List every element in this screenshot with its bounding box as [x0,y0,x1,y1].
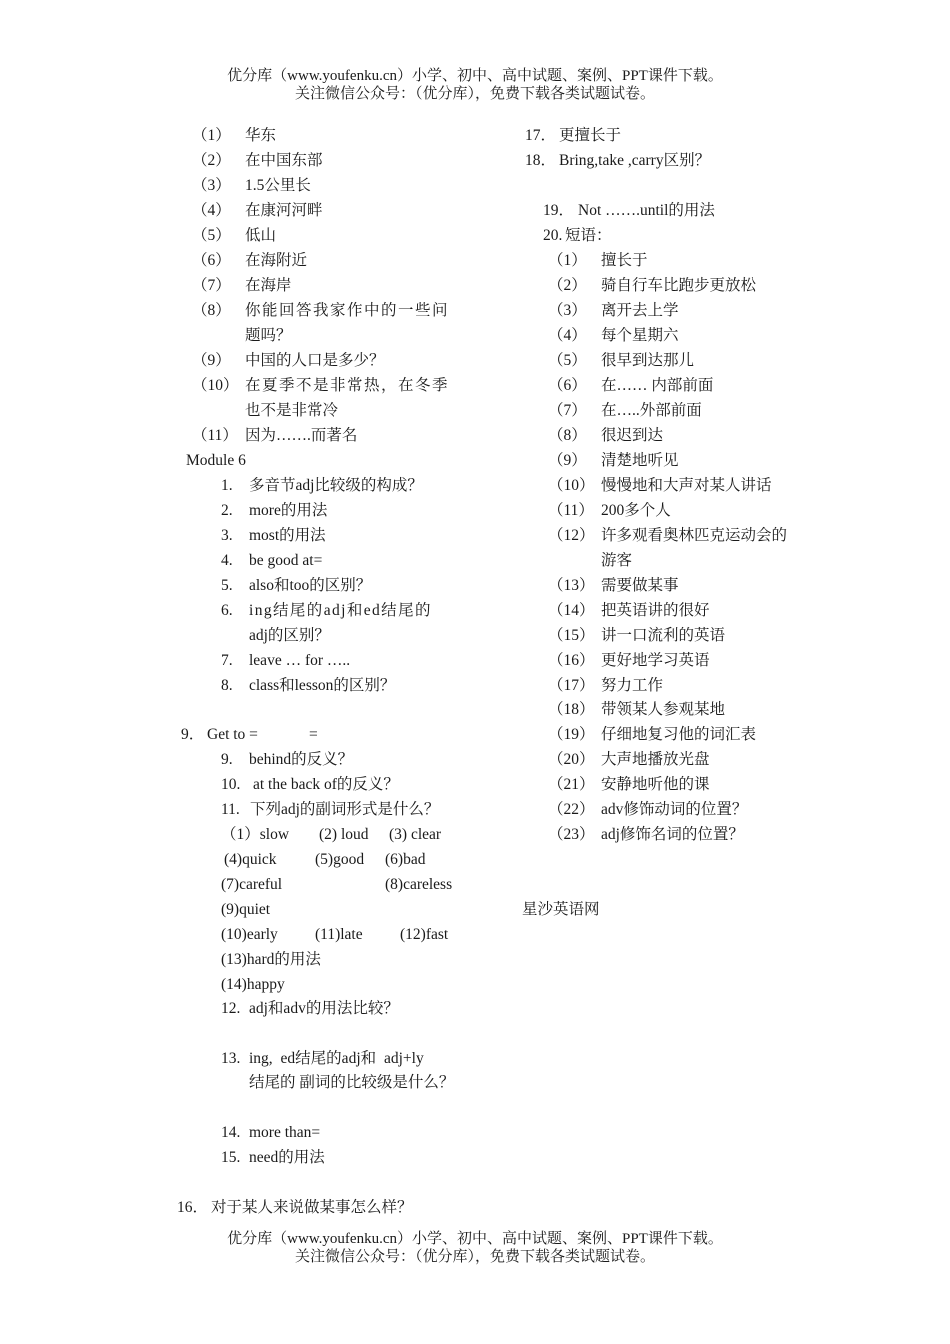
item-number: 14. [221,1124,241,1141]
phrase-number: （8） [548,427,587,444]
adj-word: (11)late [315,926,363,943]
phrase-number: （16） [548,652,595,669]
footer-line-1: 优分库（www.youfenku.cn）小学、初中、高中试题、案例、PPT课件下载。 [227,1231,723,1247]
item-number: 2. [221,502,233,519]
item-number: 9. [221,751,233,768]
get-to-number: 9． [181,726,205,743]
phrase-number: （8） [192,302,231,319]
item-number: 12. [221,1000,241,1017]
phrase-text: 在中国东部 [245,152,323,169]
item-text: Bring,take ,carry区别？ [559,152,711,169]
adj-word: (8)careless [385,876,453,893]
phrase-text-cont: 游客 [601,552,633,569]
item-number: 7. [221,652,233,669]
item-text: at the back of的反义？ [253,776,399,793]
item-text: also和too的区别？ [249,577,372,594]
phrase-number: （23） [548,826,595,843]
item-text: 对于某人来说做某事怎么样？ [211,1199,413,1216]
adj-word: (6)bad [385,851,426,868]
phrase-text: 华东 [245,127,277,144]
phrase-number: （6） [548,377,587,394]
adj-word: (14)happy [221,976,285,993]
phrase-text: 努力工作 [601,677,664,694]
phrase-number: （7） [192,277,231,294]
phrase-text: 很迟到达 [601,427,664,444]
item-text: more than= [249,1124,321,1141]
item-text: more的用法 [249,502,328,519]
phrase-number: （3） [548,302,587,319]
adj-word: (2) loud [319,826,369,843]
adj-word: (3) clear [389,826,442,843]
phrase-number: （5） [192,227,231,244]
phrase-number: （9） [548,452,587,469]
item-text: 短语： [565,227,612,244]
item-text-cont: adj的区别？ [249,627,330,644]
adj-word: （1）slow [221,826,290,843]
phrase-text-cont: 题吗？ [245,327,292,344]
item-number: 8. [221,677,233,694]
phrase-text: 安静地听他的课 [601,776,710,793]
item-text: adj和adv的用法比较？ [249,1000,399,1017]
page-header [0,67,950,103]
phrase-text: 离开去上学 [601,302,679,319]
phrase-text: 擅长于 [601,252,648,269]
phrase-text: 1.5公里长 [245,177,311,194]
phrase-text: 更好地学习英语 [601,652,710,669]
site-name: 星沙英语网 [522,901,600,918]
phrase-text: adj修饰名词的位置？ [601,826,744,843]
phrase-text: 在海附近 [245,252,308,269]
phrase-text: 你能回答我家作中的一些问 [245,302,450,319]
phrase-text-cont: 也不是非常冷 [245,402,339,419]
phrase-number: （5） [548,352,587,369]
item-text: 多音节adj比较级的构成？ [249,477,423,494]
item-number: 15. [221,1149,241,1166]
item-text: 下列adj的副词形式是什么？ [250,801,440,818]
phrase-number: （15） [548,627,595,644]
phrase-text: 因为…….而著名 [245,427,358,444]
item-text: leave … for ….. [249,652,351,669]
phrase-number: （1） [548,252,587,269]
phrase-text: 在夏季不是非常热，在冬季 [245,377,450,394]
item-text: most的用法 [249,527,326,544]
item-number: 11. [221,801,240,818]
get-to-text: Get to = [207,726,258,743]
phrase-number: （2） [548,277,587,294]
header-line-1: 优分库（www.youfenku.cn）小学、初中、高中试题、案例、PPT课件下载。 [227,68,723,84]
get-to-equals: = [309,726,318,743]
phrase-number: （17） [548,677,595,694]
item-text: behind的反义？ [249,751,354,768]
phrase-number: （21） [548,776,595,793]
footer-line-2: 关注微信公众号：（优分库），免费下载各类试题试卷。 [294,1249,655,1265]
item-text: ing结尾的adj和ed结尾的 [249,602,432,619]
phrase-text: 在…..外部前面 [601,402,702,419]
item-text: ing, ed结尾的adj和 adj+ly [249,1050,424,1067]
phrase-number: （19） [548,726,595,743]
item-number: 18． [525,152,557,169]
phrase-number: （22） [548,801,595,818]
phrase-number: （10） [548,477,595,494]
phrase-text: 把英语讲的很好 [601,602,710,619]
phrase-text: 在…… 内部前面 [601,377,714,394]
item-text: 更擅长于 [559,127,622,144]
adj-word: (4)quick [224,851,277,868]
adj-word: (13)hard的用法 [221,951,321,968]
phrase-text: 低山 [245,227,277,244]
item-number: 1. [221,477,233,494]
phrase-number: （13） [548,577,595,594]
item-number: 4. [221,552,233,569]
phrase-text: 慢慢地和大声对某人讲话 [601,477,772,494]
adj-word: (7)careful [221,876,283,893]
item-number: 16． [177,1199,209,1216]
item-number: 20. [543,227,563,244]
phrase-number: （9） [192,352,231,369]
page-footer [0,1230,950,1266]
adj-word: (10)early [221,926,278,943]
phrase-text: 讲一口流利的英语 [601,627,726,644]
phrase-text: 需要做某事 [601,577,679,594]
phrase-number: （6） [192,252,231,269]
phrase-number: （4） [548,327,587,344]
phrase-number: （7） [548,402,587,419]
phrase-number: （4） [192,202,231,219]
item-number: 19． [543,202,575,219]
adj-word: (9)quiet [221,901,271,918]
header-line-2: 关注微信公众号：（优分库），免费下载各类试题试卷。 [294,86,655,102]
adj-word: (5)good [315,851,365,868]
phrase-number: （2） [192,152,231,169]
phrase-text: 仔细地复习他的词汇表 [601,726,757,743]
item-number: 5. [221,577,233,594]
phrase-text: 清楚地听见 [601,452,679,469]
phrase-text: 带领某人参观某地 [601,701,726,718]
item-text: Not …….until的用法 [578,202,715,219]
item-text: be good at= [249,552,323,569]
item-text: need的用法 [249,1149,325,1166]
phrase-text: 每个星期六 [601,327,679,344]
item-number: 3. [221,527,233,544]
phrase-number: （10） [192,377,239,394]
phrase-text: 许多观看奥林匹克运动会的 [601,527,788,544]
phrase-number: （11） [192,427,238,444]
phrase-text: 骑自行车比跑步更放松 [601,277,757,294]
phrase-number: （20） [548,751,595,768]
phrase-number: （18） [548,701,595,718]
adj-word: (12)fast [400,926,449,943]
phrase-text: 很早到达那儿 [601,352,695,369]
phrase-text: 在康河河畔 [245,202,323,219]
item-number: 10. [221,776,241,793]
phrase-text: 大声地播放光盘 [601,751,710,768]
phrase-text: 200多个人 [601,502,671,519]
item-number: 6. [221,602,233,619]
phrase-number: （3） [192,177,231,194]
phrase-text: 在海岸 [245,277,292,294]
phrase-text: 中国的人口是多少？ [245,352,385,369]
item-text: class和lesson的区别？ [249,677,396,694]
phrase-number: （11） [548,502,594,519]
phrase-number: （1） [192,127,231,144]
phrase-number: （12） [548,527,595,544]
module-title: Module 6 [186,452,246,469]
phrase-text: adv修饰动词的位置？ [601,801,748,818]
item-text-cont: 结尾的 副词的比较级是什么？ [249,1074,455,1091]
item-number: 17． [525,127,557,144]
item-number: 13. [221,1050,241,1067]
phrase-number: （14） [548,602,595,619]
